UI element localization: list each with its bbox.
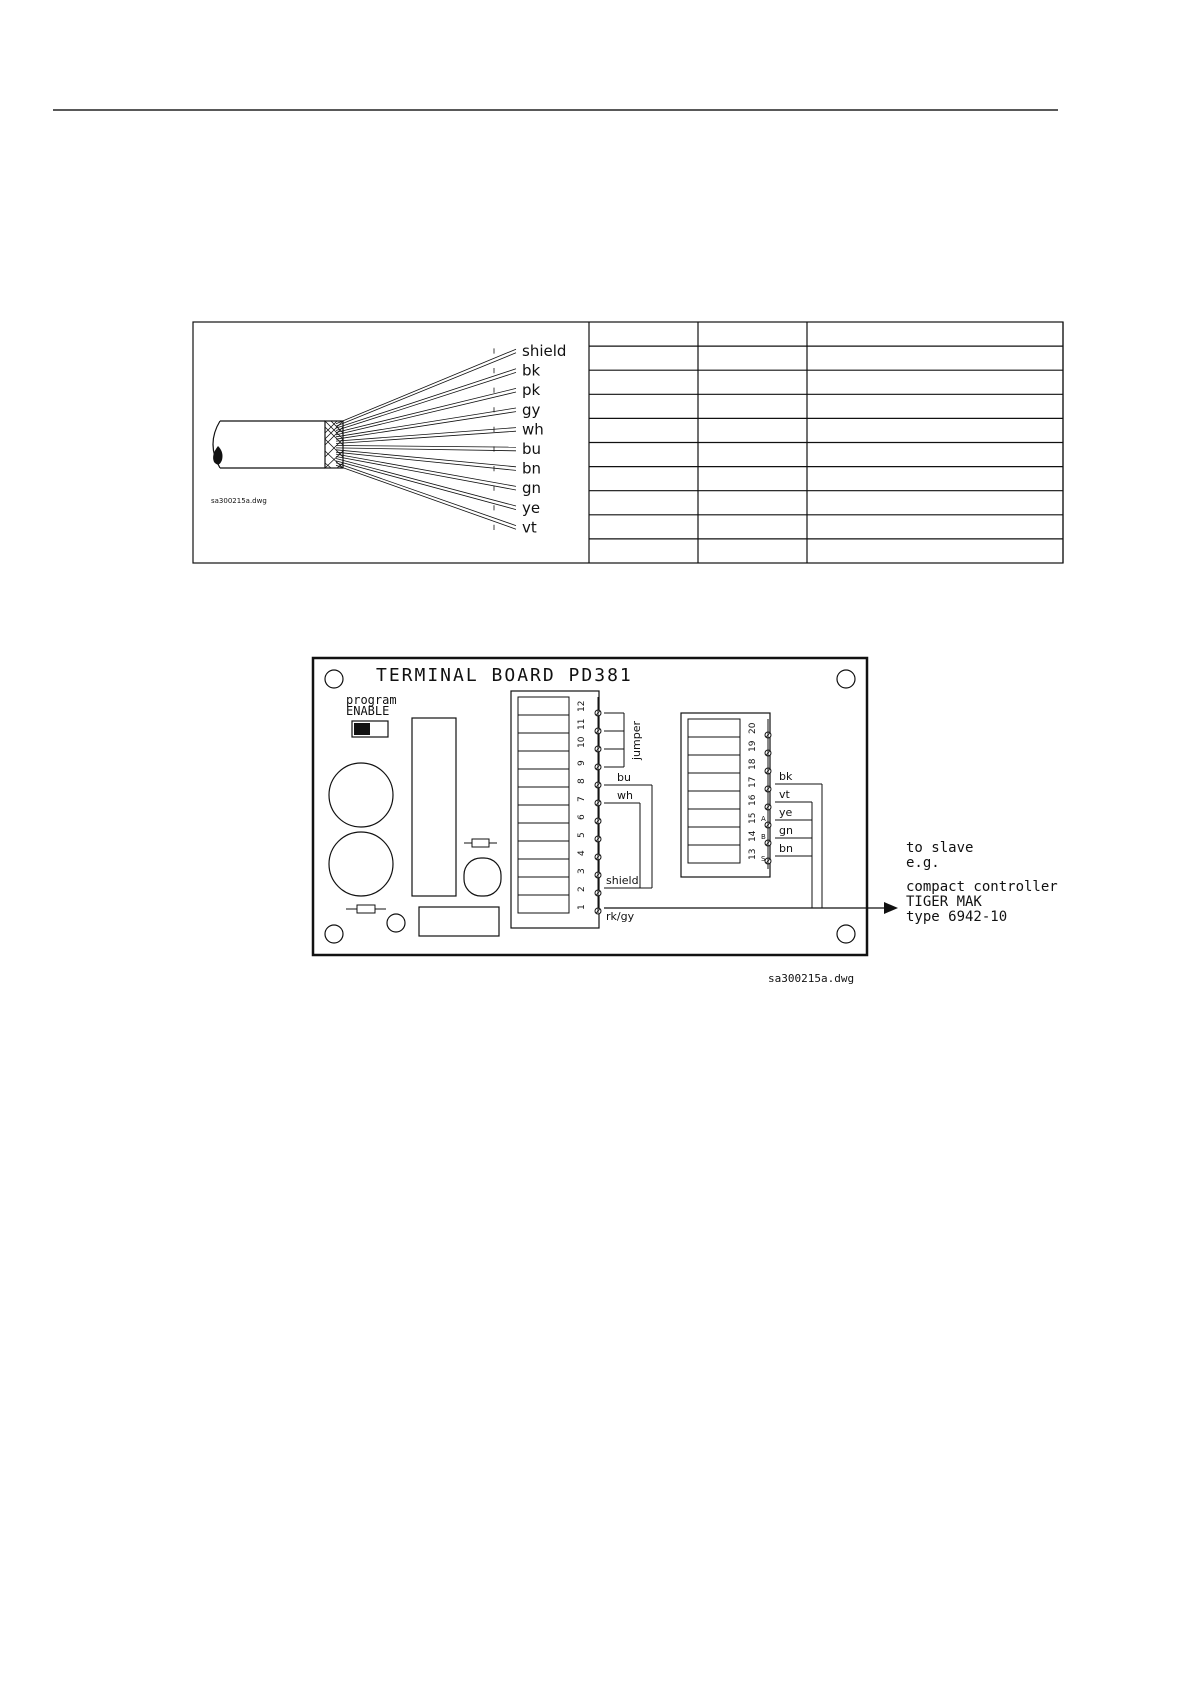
terminal-number: 8 [577,778,587,784]
switch-label-enable: ENABLE [346,704,390,718]
cable-drawing-ref: sa300215a.dwg [211,497,267,505]
wire-label-pk: pk [522,381,541,400]
terminal-17 [688,773,771,792]
terminal-20 [688,719,771,738]
terminal-8 [518,769,601,788]
switch-knob [354,723,370,735]
terminal-number: 13 [748,848,758,860]
terminal-7 [518,787,601,806]
cable-jacket [213,421,325,468]
terminal-number: 3 [577,868,587,874]
terminal-number: 18 [748,758,758,770]
terminal-number: 2 [577,886,587,892]
terminal-19 [688,737,771,756]
note-line: to slave [906,840,974,856]
terminal-number: 15 [748,812,758,824]
note-line: TIGER MAK [906,894,982,910]
terminal-number: 4 [577,850,587,856]
wire-ye [336,458,516,510]
right-wire-label-ye: ye [779,806,793,819]
wire-label-wh: wh [522,420,544,439]
terminal-6 [518,805,601,824]
terminal-number: 10 [577,736,587,748]
terminal-2 [518,877,601,896]
terminal-1 [518,895,601,914]
wire-shield [336,348,516,426]
right-wire-label-vt: vt [779,788,790,801]
wire-table [589,322,1063,563]
slave-note [906,840,1058,925]
terminal-number: 1 [577,904,587,910]
cable-figure [193,322,1063,563]
terminal-number: 5 [577,832,587,838]
terminal-3 [518,859,601,878]
left-wire-label-wh: wh [617,789,633,802]
cable-wires [336,348,516,530]
wire-label-ye: ye [522,498,541,517]
ic-chip [412,718,456,896]
terminal-13 [688,845,771,864]
wire-label-gn: gn [522,479,542,498]
right-wire-label-bn: bn [779,842,793,855]
terminal-sub-label: S [761,855,766,863]
resistor-1 [464,839,497,847]
right-terminal-block [688,719,771,869]
jumper-label: jumper [630,720,643,760]
terminal-9 [518,751,601,770]
cable-braid [325,421,343,468]
left-wire-label-rk-gy: rk/gy [606,910,635,923]
right-wire-label-bk: bk [779,770,793,783]
left-wire-label-shield: shield [606,874,639,887]
resistor-2 [346,905,386,913]
slave-arrow [604,902,898,914]
component-block [419,907,499,936]
terminal-10 [518,733,601,752]
left-wire-label-bu: bu [617,771,631,784]
mounting-hole-bl [325,925,343,943]
wire-label-bu: bu [522,440,542,458]
left-terminal-block [518,697,601,914]
left-wire-labels [606,771,639,923]
terminal-15 [688,809,771,828]
wire-label-vt: vt [522,518,537,537]
mounting-hole-tl [325,670,343,688]
wire-label-gy: gy [522,400,541,419]
wire-pk [336,388,516,435]
right-wire-labels [779,770,793,855]
component-circle-1 [329,763,393,827]
wire-label-bn: bn [522,459,542,478]
terminal-12 [518,697,601,716]
mounting-hole-tr [837,670,855,688]
terminal-number: 6 [577,814,587,820]
terminal-number: 9 [577,760,587,766]
terminal-number: 20 [748,722,758,734]
terminal-16 [688,791,771,810]
wire-bk [336,368,516,431]
terminal-18 [688,755,771,774]
wire-label-bk: bk [522,361,541,380]
terminal-sub-label: B [761,833,766,841]
terminal-14 [688,827,771,846]
component-circle-2 [329,832,393,896]
note-line: type 6942-10 [906,909,1008,925]
wire-bu [336,445,516,451]
right-wire-label-gn: gn [779,824,793,837]
terminal-5 [518,823,601,842]
board-drawing-ref: sa300215a.dwg [768,972,855,985]
terminal-number: 12 [577,700,587,712]
wire-label-shield: shield [522,342,567,360]
terminal-board [313,658,1058,985]
terminal-sub-label: A [761,815,766,823]
note-line: compact controller [906,879,1058,895]
terminal-number: 14 [748,830,758,842]
component-rounded [464,858,501,896]
board-title: TERMINAL BOARD PD381 [376,665,633,686]
jumper-bracket [604,713,624,767]
terminal-number: 17 [748,776,758,788]
mounting-hole-br [837,925,855,943]
mounting-hole-bottom [387,914,405,932]
terminal-number: 11 [577,718,587,730]
note-line: e.g. [906,855,940,871]
terminal-number: 16 [748,794,758,806]
terminal-11 [518,715,601,734]
terminal-number: 7 [577,796,587,802]
terminal-number: 19 [748,740,758,752]
terminal-4 [518,841,601,860]
switch-label-program: program [346,693,397,707]
cable-wire-labels [522,342,566,536]
